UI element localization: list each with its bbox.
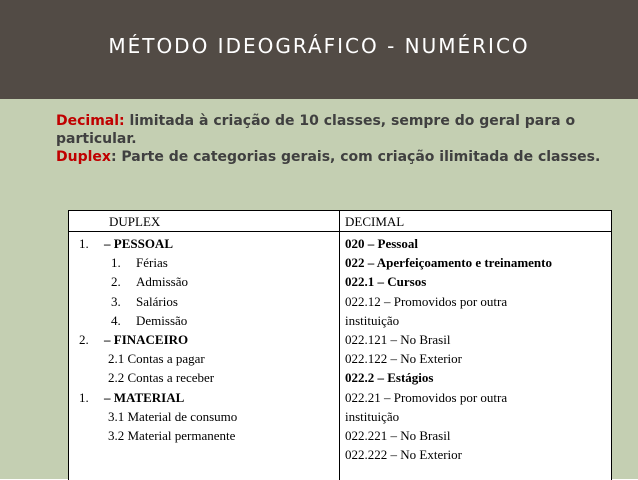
list-label: Demissão <box>136 312 188 328</box>
list-label: 3.1 Material de consumo <box>108 408 238 424</box>
list-item <box>79 272 334 291</box>
title-bar <box>0 0 638 99</box>
list-number: 1. <box>79 236 89 251</box>
duplex-description: : Parte de categorias gerais, com criação ilimitada de classes. <box>110 149 601 165</box>
list-number: 1. <box>111 255 121 271</box>
list-item: instituição <box>345 312 400 328</box>
list-item: 020 – Pessoal <box>345 236 418 251</box>
duplex-column <box>79 234 334 445</box>
list-item: 022.21 – Promovidos por outra <box>345 389 508 405</box>
list-number: 2. <box>111 274 121 290</box>
duplex-term: Duplex <box>56 149 111 165</box>
list-label: 2.2 Contas a receber <box>108 370 215 386</box>
comparison-table <box>68 210 612 480</box>
list-item <box>79 388 334 407</box>
list-item <box>79 407 334 426</box>
intro-text <box>56 112 616 166</box>
list-item <box>79 234 334 253</box>
list-item: 022 – Aperfeiçoamento e treinamento <box>345 255 552 271</box>
list-number: 4. <box>111 312 121 328</box>
duplex-header: DUPLEX <box>109 214 161 229</box>
list-number: 1. <box>79 389 89 405</box>
list-item: instituição <box>345 408 400 424</box>
list-item: 022.122 – No Exterior <box>345 351 462 367</box>
list-number: 2. <box>79 331 89 347</box>
list-item <box>79 368 334 387</box>
list-item <box>79 253 334 272</box>
list-item: 022.222 – No Exterior <box>345 447 462 463</box>
header-divider <box>69 231 611 232</box>
column-divider <box>339 211 340 480</box>
list-label: – MATERIAL <box>104 389 185 405</box>
list-label: Admissão <box>136 274 188 290</box>
list-item: 022.221 – No Brasil <box>345 427 451 443</box>
list-item: 022.12 – Promovidos por outra <box>345 293 508 309</box>
decimal-description: limitada à criação de 10 classes, sempre do geral para o particular. <box>56 113 576 147</box>
list-label: – FINACEIRO <box>104 331 189 347</box>
list-item <box>79 292 334 311</box>
list-item <box>79 311 334 330</box>
duplex-definition <box>56 148 616 166</box>
slide-title: MÉTODO IDEOGRÁFICO - NUMÉRICO <box>108 34 530 58</box>
list-item: 022.1 – Cursos <box>345 274 427 290</box>
list-label: 2.1 Contas a pagar <box>108 351 205 367</box>
list-item <box>79 426 334 445</box>
decimal-column <box>345 234 607 464</box>
list-item: 022.121 – No Brasil <box>345 331 451 347</box>
decimal-definition <box>56 112 616 148</box>
list-label: Salários <box>136 293 178 309</box>
list-label: – PESSOAL <box>104 236 173 251</box>
list-label: Férias <box>136 255 168 271</box>
decimal-header: DECIMAL <box>345 214 405 229</box>
list-label: 3.2 Material permanente <box>108 427 236 443</box>
list-item <box>79 349 334 368</box>
list-item: 022.2 – Estágios <box>345 370 434 386</box>
list-number: 3. <box>111 293 121 309</box>
list-item <box>79 330 334 349</box>
decimal-term: Decimal: <box>56 113 125 129</box>
